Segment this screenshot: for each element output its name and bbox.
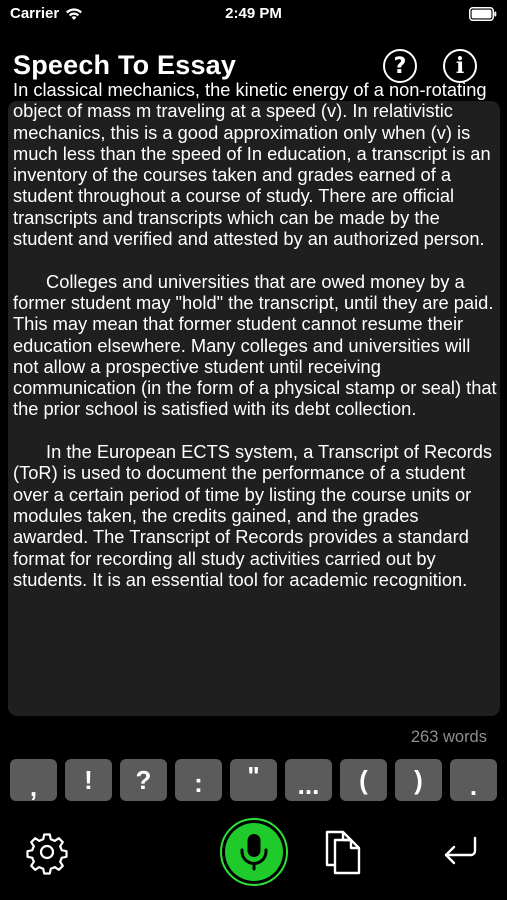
key-ellipsis[interactable]: ... (285, 759, 332, 801)
status-time: 2:49 PM (225, 5, 282, 22)
info-button[interactable] (443, 49, 477, 83)
microphone-button-fill (225, 823, 283, 881)
return-icon[interactable] (441, 835, 479, 869)
gear-icon[interactable] (27, 832, 67, 872)
copy-icon[interactable] (323, 829, 363, 875)
bottom-toolbar (0, 815, 507, 891)
help-button[interactable] (383, 49, 417, 83)
status-bar (0, 0, 507, 30)
info-icon: i (455, 53, 465, 79)
battery-icon (469, 7, 497, 21)
punctuation-bar (10, 759, 498, 801)
key-question[interactable]: ? (120, 759, 167, 801)
carrier-label: Carrier (10, 5, 60, 22)
word-count: 263 words (410, 728, 487, 746)
key-quote[interactable]: " (230, 759, 277, 801)
microphone-button[interactable] (220, 818, 288, 886)
key-open-paren[interactable]: ( (340, 759, 387, 801)
essay-paragraph-2: Colleges and universities that are owed money by a former student may "hold" the transcript, until they are paid. This may mean that former student cannot resume their education elsewhere. Many colleges and universities will not allow a prospective student until receiving communication (in the form of a physical stamp or seal) that the prior school is satisfied with its debt collection. (13, 270, 497, 420)
essay-paragraph-3: In the European ECTS system, a Transcript of Records (ToR) is used to document the performance of a student over a certain period of time by listing the course units or modules taken, the credits gained, and the grades awarded. The Transcript of Records provides a standard format for recording all study activities carried out by students. It is an essential tool for academic recognition. (13, 441, 493, 590)
microphone-icon (239, 833, 269, 871)
app-title: Speech To Essay (13, 50, 237, 80)
essay-paragraph-1: In classical mechanics, the kinetic energy of a non-rotating object of mass m traveling at a speed (v). In relativistic mechanics, this is a good approximation only when (v) is much less than the speed of In education, a transcript is an inventory of the courses taken and grades earned of a student throughout a course of study. There are official transcripts and transcripts which can be made by the student and verified and attested by an authorized person. (13, 79, 491, 250)
key-colon[interactable]: : (175, 759, 222, 801)
key-period[interactable]: . (450, 759, 497, 801)
essay-content[interactable] (13, 79, 497, 611)
key-comma[interactable]: , (10, 759, 57, 801)
key-close-paren[interactable]: ) (395, 759, 442, 801)
key-exclamation[interactable]: ! (65, 759, 112, 801)
help-icon: ? (393, 53, 407, 79)
essay-text-view[interactable] (8, 79, 500, 716)
